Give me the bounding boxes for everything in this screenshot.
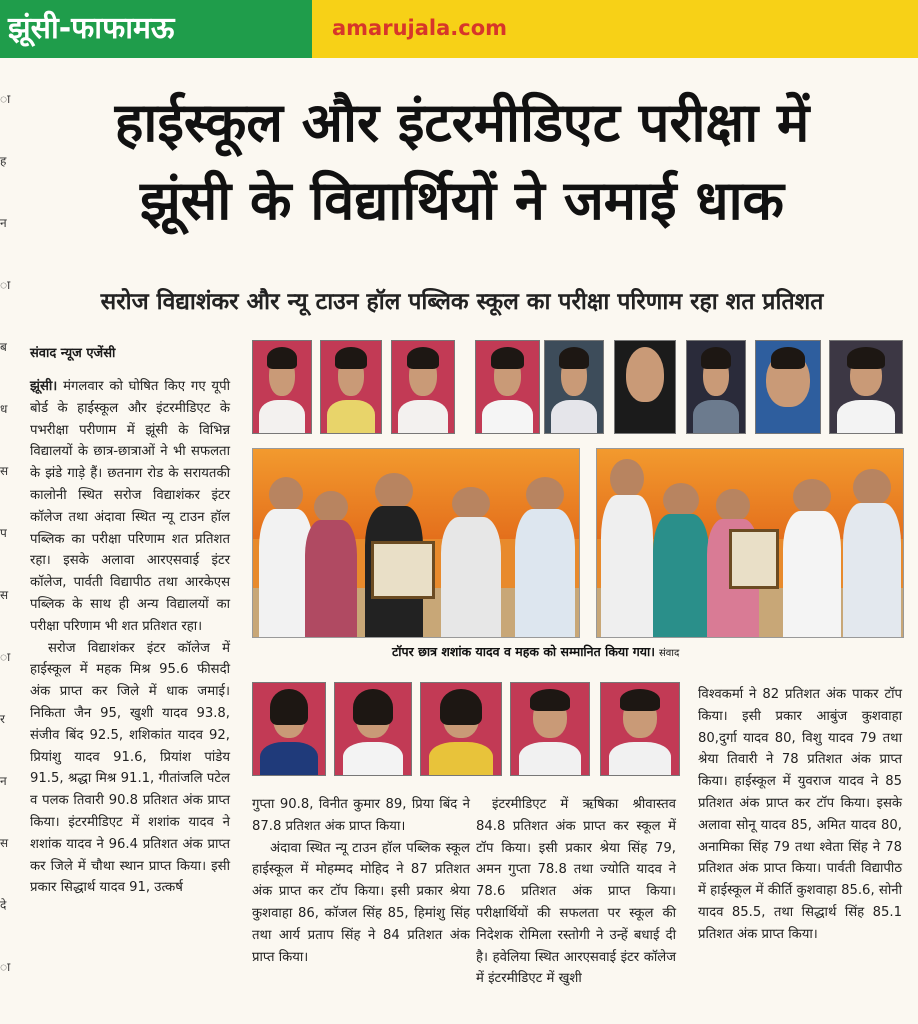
col1-para1: मंगलवार को घोषित किए गए यूपी बोर्ड के हाईस्कूल और इंटरमीडिएट के पभरीक्षा परीणाम में झूंसी के विभिन्न विद्यालयों के छात्र-छात्राओं ने भी सफलता के झंडे गाड़े हैं। छतनाग रोड के सरायतकी कालोनी स्थित सरोज विद्याशंकर इंटर कॉलेज तथा अंदावा स्थित न्यू टाउन हॉल पब्लिक का परीक्षा परिणाम शत प्रतिशत रहा। इसके अलावा आरएसवाई इंटर कॉलेज, पार्वती विद्यापीठ तथा आरकेएस पब्लिक के साथ ही अन्य विद्यालयों का परीक्षा परिणाम भी शत प्रतिशत रहा। — [30, 379, 230, 634]
section-tag: झूंसी-फाफामऊ — [0, 0, 312, 58]
dateline: झूंसी। — [30, 379, 58, 394]
article-column-3: इंटरमीडिएट में ऋषिका श्रीवास्तव 84.8 प्रतिशत अंक प्राप्त कर स्कूल में टॉप किया। इसी प्रकार श्रेया सिंह 79, अमन गुप्ता 78.8 तथा ज्योति यादव ने 78.6 प्रतिशत अंक प्राप्त किया। परीक्षार्थियों की सफलता पर स्कूल की निदेशक रोमिला रस्तोगी ने उन्हें बधाई दी है। हवेलिया स्थित आरएसवाई इंटर कॉलेज में इंटरमीडिएट में खुशी — [476, 797, 676, 987]
strip-glyph: ा — [0, 92, 11, 106]
person-figure — [601, 459, 653, 637]
article-column-2 — [252, 794, 470, 968]
strip-glyph: प — [0, 526, 7, 540]
strip-glyph: स — [0, 588, 9, 602]
student-photo — [829, 340, 903, 434]
byline: संवाद न्यूज एजेंसी — [30, 346, 116, 361]
student-photo — [755, 340, 821, 434]
student-photo — [686, 340, 746, 434]
student-photo — [475, 340, 540, 434]
strip-glyph: ध — [0, 402, 8, 416]
strip-glyph: स — [0, 836, 9, 850]
article-column-4: विश्वकर्मा ने 82 प्रतिशत अंक पाकर टॉप किया। इसी प्रकार आबुंज कुशवाहा 80,दुर्गा यादव 80, विशु यादव 79 तथा श्रेया तिवारी ने 78 प्रतिशत अंक प्राप्त किया। हाईस्कूल में युवराज यादव ने 85 प्रतिशत अंक प्राप्त कर टॉप किया। इसके अलावा सोनू यादव 85, अमित यादव 80, अनामिका सिंह 79 तथा श्वेता सिंह ने 78 प्रतिशत अंक प्राप्त किया। पार्वती विद्यापीठ में हाईस्कूल में कीर्ति कुशवाहा 85.6, सोनी यादव 85.5, तथा सिद्धार्थ सिंह 85.1 प्रतिशत अंक प्राप्त किया। — [698, 687, 902, 942]
person-figure — [305, 491, 357, 637]
strip-glyph: दे — [0, 898, 7, 912]
student-photo — [391, 340, 455, 434]
headline-line-1: हाईस्कूल और इंटरमीडिएट परीक्षा में — [114, 91, 810, 154]
col1-para2: सरोज विद्याशंकर इंटर कॉलेज में हाईस्कूल में महक मिश्र 95.6 फीसदी अंक प्राप्त कर जिले में धाक जमाई। निकिता जैन 95, खुशी यादव 93.8, संजीव बिंद 92.5, शशिकांत यादव 92, प्रियांशु यादव 91.6, प्रियांश पांडेय 91.5, श्रद्धा मिश्र 91.1, गीतांजलि पटेल व पलक तिवारी 90.8 प्रतिशत अंक प्राप्त किया। इंटरमीडिएट में शशांक यादव ने शशांक यादव ने 96.4 प्रतिशत अंक प्राप्त कर जिले में चौथा स्थान प्राप्त किया। इसी प्रकार सिद्धार्थ यादव 91, उत्कर्ष — [30, 640, 230, 896]
student-photo — [420, 682, 502, 776]
student-photo — [510, 682, 590, 776]
subheadline: सरोज विद्याशंकर और न्यू टाउन हॉल पब्लिक स्कूल का परीक्षा परिणाम रहा शत प्रतिशत — [100, 289, 824, 315]
student-photo — [252, 340, 312, 434]
person-figure — [843, 469, 901, 637]
student-photo — [334, 682, 412, 776]
strip-glyph: ा — [0, 278, 11, 292]
strip-glyph: स — [0, 464, 9, 478]
person-figure — [653, 483, 709, 637]
left-strip — [0, 90, 14, 1010]
col2-para2: अंदावा स्थित न्यू टाउन हॉल पब्लिक स्कूल हाईस्कूल में मोहम्मद मोहिद ने 87 प्रतिशत अंक प्राप्त कर टॉप किया। इसी प्रकार श्रेया कुशवाहा 86, कॉजल सिंह 85, हिमांशु सिंह तथा आर्य प्रताप सिंह ने 84 प्रतिशत अंक प्राप्त किया। — [252, 840, 470, 965]
ceremony-photo-1 — [252, 448, 580, 638]
headline — [22, 84, 902, 240]
brand-logo[interactable]: amarujala.com — [332, 16, 508, 40]
student-photo — [252, 682, 326, 776]
ceremony-photo-2 — [596, 448, 904, 638]
person-figure — [515, 477, 575, 637]
col2-para1: गुप्ता 90.8, विनीत कुमार 89, प्रिया बिंद ने 87.8 प्रतिशत अंक प्राप्त किया। — [252, 797, 470, 834]
strip-glyph: ब — [0, 340, 7, 354]
photo-credit: संवाद — [659, 648, 680, 659]
award-frame — [729, 529, 779, 589]
student-photo — [600, 682, 680, 776]
strip-glyph: ा — [0, 650, 11, 664]
photo-caption: टॉपर छात्र शशांक यादव व महक को सम्मानित किया गया। संवाद — [392, 644, 680, 659]
strip-glyph: र — [0, 712, 5, 726]
person-figure — [441, 487, 501, 637]
strip-glyph: न — [0, 774, 7, 788]
student-photo — [320, 340, 382, 434]
strip-glyph: ा — [0, 960, 11, 974]
person-figure — [783, 479, 841, 637]
article-column-1 — [30, 376, 230, 899]
student-photo — [544, 340, 604, 434]
headline-line-2: झूंसी के विद्यार्थियों ने जमाई धाक — [139, 169, 785, 232]
award-frame — [371, 541, 435, 599]
strip-glyph: ह — [0, 154, 7, 168]
strip-glyph: न — [0, 216, 7, 230]
student-photo — [614, 340, 676, 434]
